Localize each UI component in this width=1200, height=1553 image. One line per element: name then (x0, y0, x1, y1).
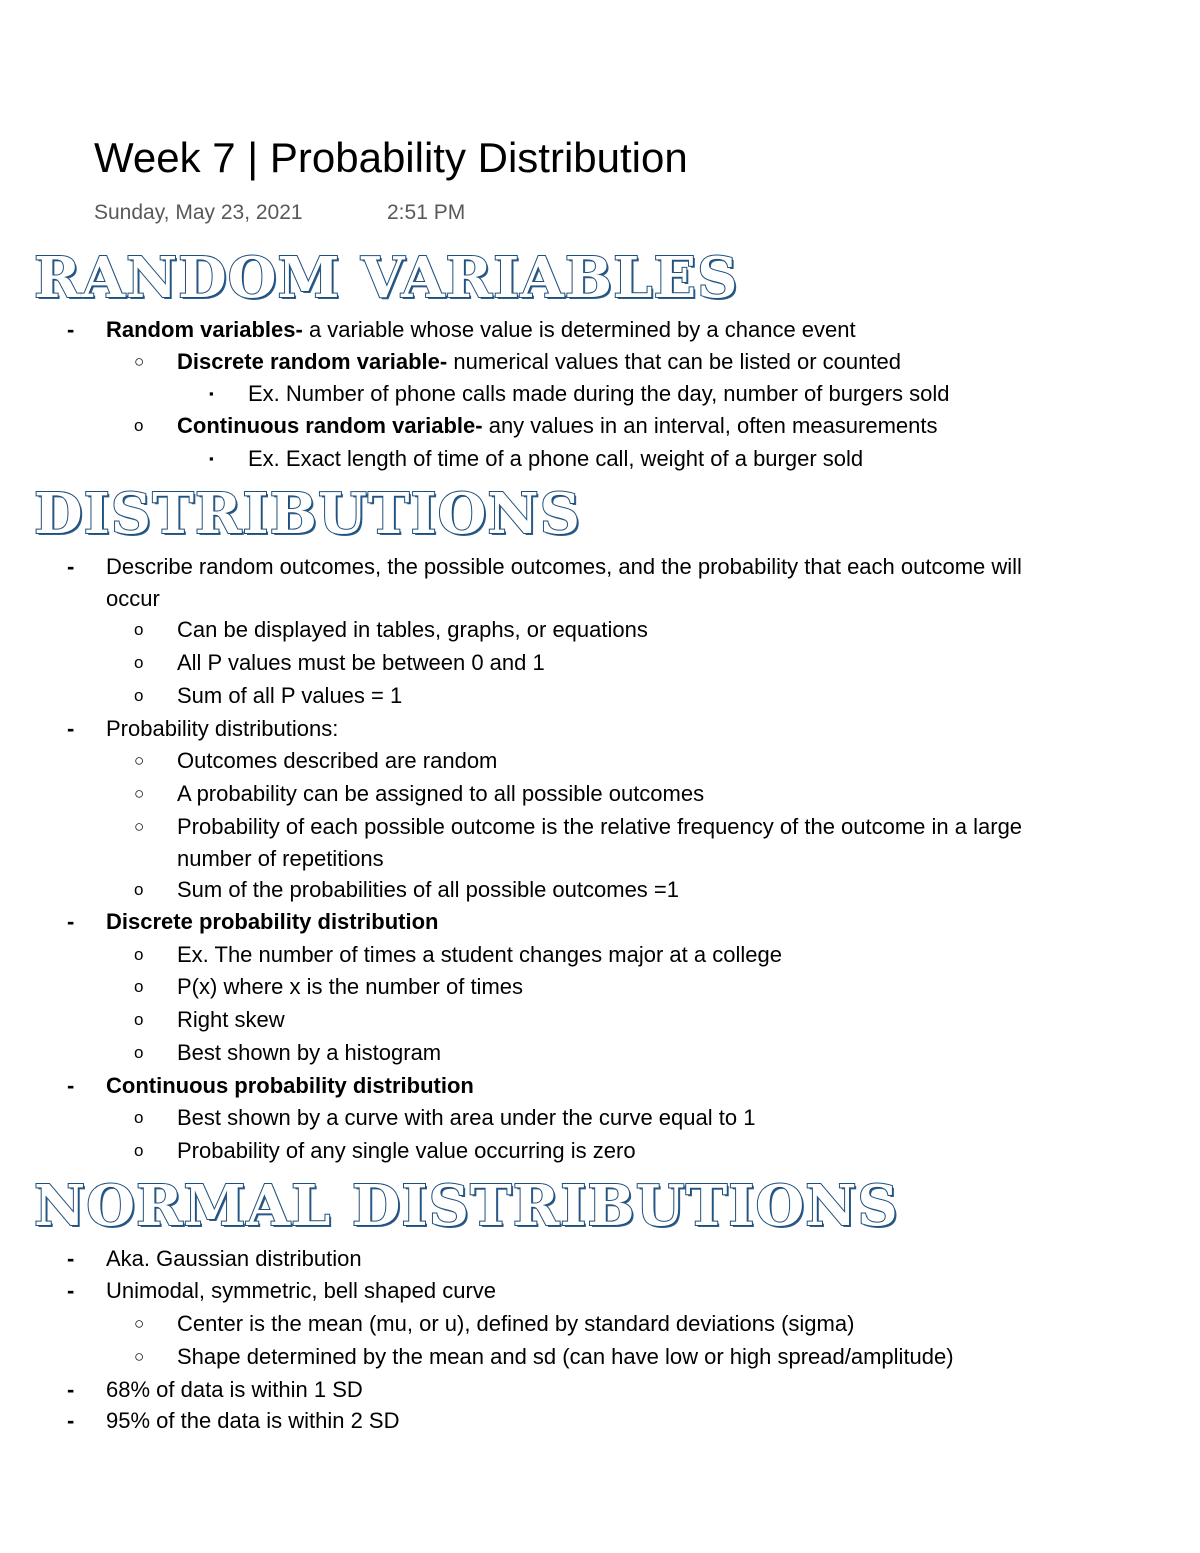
item-text: Right skew (177, 1007, 285, 1032)
circle-bullet: o (134, 653, 144, 672)
circle-bullet: o (134, 620, 144, 639)
item-text: Continuous probability distribution (106, 1073, 474, 1098)
circle-bullet: ○ (134, 784, 145, 803)
item-text: Ex. Exact length of time of a phone call, weight of a burger sold (248, 446, 864, 471)
definition: any values in an interval, often measurements (482, 413, 938, 438)
square-bullet: ▪ (209, 451, 214, 466)
definition: numerical values that can be listed or counted (447, 349, 901, 374)
item-text: Ex. The number of times a student changes major at a college (177, 942, 782, 967)
item-text: Best shown by a histogram (177, 1040, 442, 1065)
item-text: Probability of each possible outcome is the relative frequency of the outcome in a large (177, 814, 1023, 839)
circle-bullet: o (134, 416, 144, 435)
heading-distributions: DISTRIBUTIONS (34, 481, 582, 547)
item-text: 68% of data is within 1 SD (106, 1377, 363, 1402)
dash-bullet: - (67, 1278, 75, 1303)
definition: a variable whose value is determined by a chance event (302, 317, 856, 342)
item-text: Unimodal, symmetric, bell shaped curve (106, 1278, 497, 1303)
circle-bullet: ○ (134, 1314, 145, 1333)
circle-bullet: o (134, 977, 144, 996)
item-text: Can be displayed in tables, graphs, or equations (177, 617, 648, 642)
dash-bullet: - (67, 1408, 75, 1433)
item-text: A probability can be assigned to all possible outcomes (177, 781, 705, 806)
circle-bullet: o (134, 945, 144, 964)
note-time: 2:51 PM (387, 201, 466, 224)
heading-random-variables: RANDOM VARIABLES (34, 245, 739, 311)
dash-bullet: - (67, 317, 75, 342)
item-text: P(x) where x is the number of times (177, 974, 524, 999)
circle-bullet: ○ (134, 1347, 145, 1366)
item-text: Shape determined by the mean and sd (can have low or high spread/amplitude) (177, 1344, 954, 1369)
item-text: Sum of all P values = 1 (177, 683, 403, 708)
heading-normal-distributions: NORMAL DISTRIBUTIONS (34, 1173, 899, 1239)
note-date: Sunday, May 23, 2021 (94, 201, 303, 224)
item-text: All P values must be between 0 and 1 (177, 650, 545, 675)
term: Random variables- (106, 317, 303, 342)
item-text: Outcomes described are random (177, 748, 498, 773)
dash-bullet: - (67, 554, 75, 579)
dash-bullet: - (67, 716, 75, 741)
circle-bullet: o (134, 1108, 144, 1127)
circle-bullet: o (134, 880, 144, 899)
circle-bullet: ○ (134, 817, 145, 836)
square-bullet: ▪ (209, 386, 214, 401)
page-title: Week 7 | Probability Distribution (94, 134, 688, 181)
dash-bullet: - (67, 1246, 75, 1271)
dash-bullet: - (67, 909, 75, 934)
item-text: Discrete probability distribution (106, 909, 439, 934)
item-text: Center is the mean (mu, or u), defined by standard deviations (sigma) (177, 1311, 855, 1336)
term: Discrete random variable- (177, 349, 448, 374)
dash-bullet: - (67, 1377, 75, 1402)
item-text: 95% of the data is within 2 SD (106, 1408, 400, 1433)
circle-bullet: o (134, 1010, 144, 1029)
item-text-continued: number of repetitions (177, 846, 384, 871)
item-text: Describe random outcomes, the possible outcomes, and the probability that each outcome will (106, 554, 1022, 579)
circle-bullet: ○ (134, 352, 145, 371)
item-text: Probability of any single value occurring is zero (177, 1138, 636, 1163)
item-text: Probability distributions: (106, 716, 339, 741)
item-text: Aka. Gaussian distribution (106, 1246, 362, 1271)
term: Continuous random variable- (177, 413, 483, 438)
circle-bullet: o (134, 1043, 144, 1062)
circle-bullet: o (134, 1141, 144, 1160)
circle-bullet: ○ (134, 751, 145, 770)
item-text: Ex. Number of phone calls made during the day, number of burgers sold (248, 381, 950, 406)
item-text-continued: occur (106, 586, 160, 611)
item-text: Best shown by a curve with area under the curve equal to 1 (177, 1105, 756, 1130)
dash-bullet: - (67, 1073, 75, 1098)
circle-bullet: o (134, 686, 144, 705)
item-text: Sum of the probabilities of all possible outcomes =1 (177, 877, 680, 902)
